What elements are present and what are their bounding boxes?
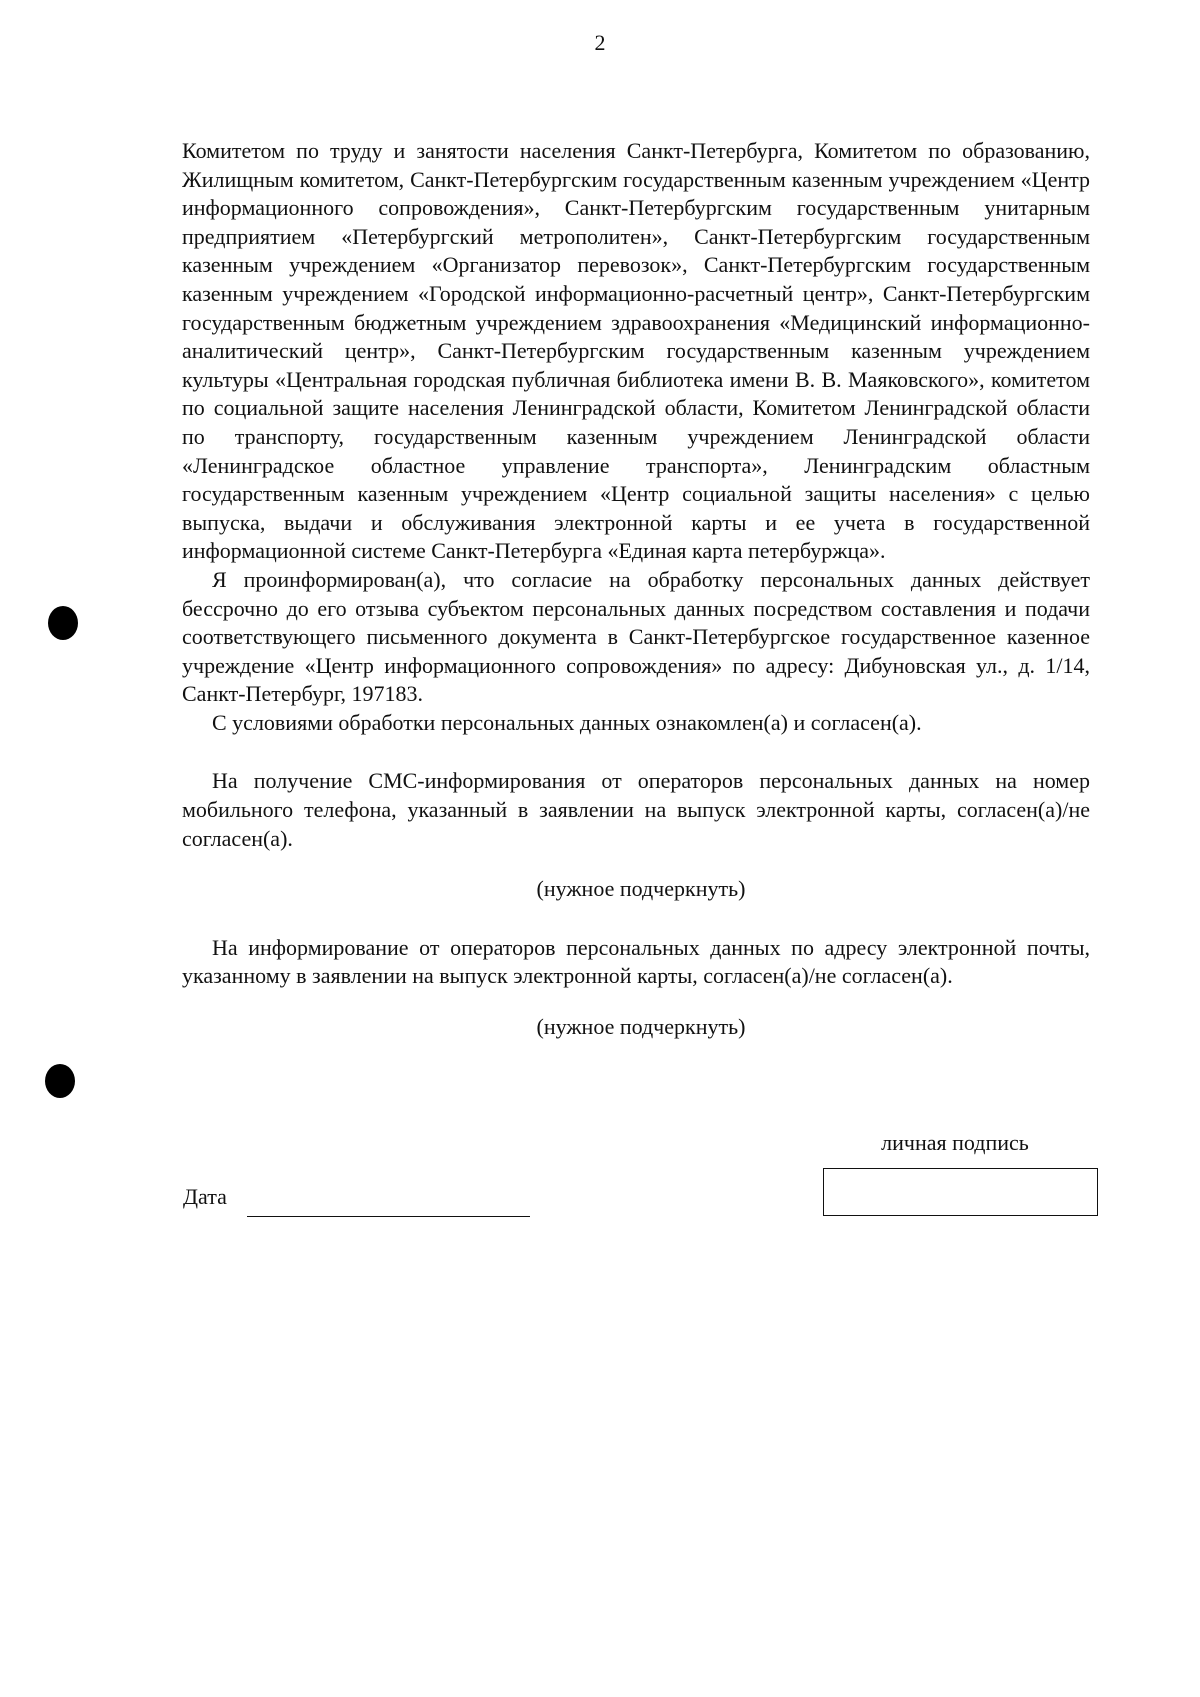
paragraph-email-consent: На информирование от операторов персональных данных по адресу электронной почты, указанному в заявлении на выпуск электронной карты, согласен(а)/не согласен(а).: [182, 934, 1090, 989]
punch-hole: [45, 1064, 75, 1098]
paragraph-sms-consent: На получение СМС-информирования от операторов персональных данных на номер мобильного телефона, указанный в заявлении на выпуск электронной карты, согласен(а)/не согласен(а).: [182, 768, 1090, 851]
signature-box[interactable]: [823, 1168, 1098, 1216]
paragraph-consent-duration: Я проинформирован(а), что согласие на обработку персональных данных действует бессрочно до его отзыва субъектом персональных данных посредством составления и подачи соответствующего письменного документа в Санкт-Петербургское государственное казенное учреждение «Центр информационного сопровождения» по адресу: Дибуновская ул., д. 1/14, Санкт-Петербург, 197183.: [182, 566, 1090, 707]
document-body: [182, 137, 1090, 1042]
paragraph-operators-list: Комитетом по труду и занятости населения Санкт-Петербурга, Комитетом по образованию, Жилищным комитетом, Санкт-Петербургским государственным казенным учреждением «Центр информационного сопровождения», Санкт-Петербургским государственным унитарным предприятием «Петербургский метрополитен», Санкт-Петербургским государственным казенным учреждением «Организатор перевозок», Санкт-Петербургским государственным казенным учреждением «Городской информационно-расчетный центр», Санкт-Петербургским государственным бюджетным учреждением здравоохранения «Медицинский информационно-аналитический центр», Санкт-Петербургским государственным казенным учреждением культуры «Центральная городская публичная библиотека имени В. В. Маяковского», комитетом по социальной защите населения Ленинградской области, Комитетом Ленинградской области по транспорту, государственным казенным учреждением Ленинградской области «Ленинградское областное управление транспорта», Ленинградским областным государственным казенным учреждением «Центр социальной защиты населения» с целью выпуска, выдачи и обслуживания электронной карты и ее учета в государственной информационной системе Санкт-Петербурга «Единая карта петербуржца».: [182, 138, 1090, 564]
underline-hint-sms: (нужное подчеркнуть): [536, 876, 746, 902]
date-label: Дата: [183, 1184, 227, 1209]
punch-hole: [48, 606, 78, 640]
paragraph-conditions-agreement: С условиями обработки персональных данных ознакомлен(а) и согласен(а).: [212, 709, 922, 735]
underline-hint-email: (нужное подчеркнуть): [536, 1014, 746, 1040]
signature-label: личная подпись: [881, 1130, 1029, 1155]
date-field-line[interactable]: [247, 1216, 530, 1217]
page-number: 2: [594, 30, 606, 55]
